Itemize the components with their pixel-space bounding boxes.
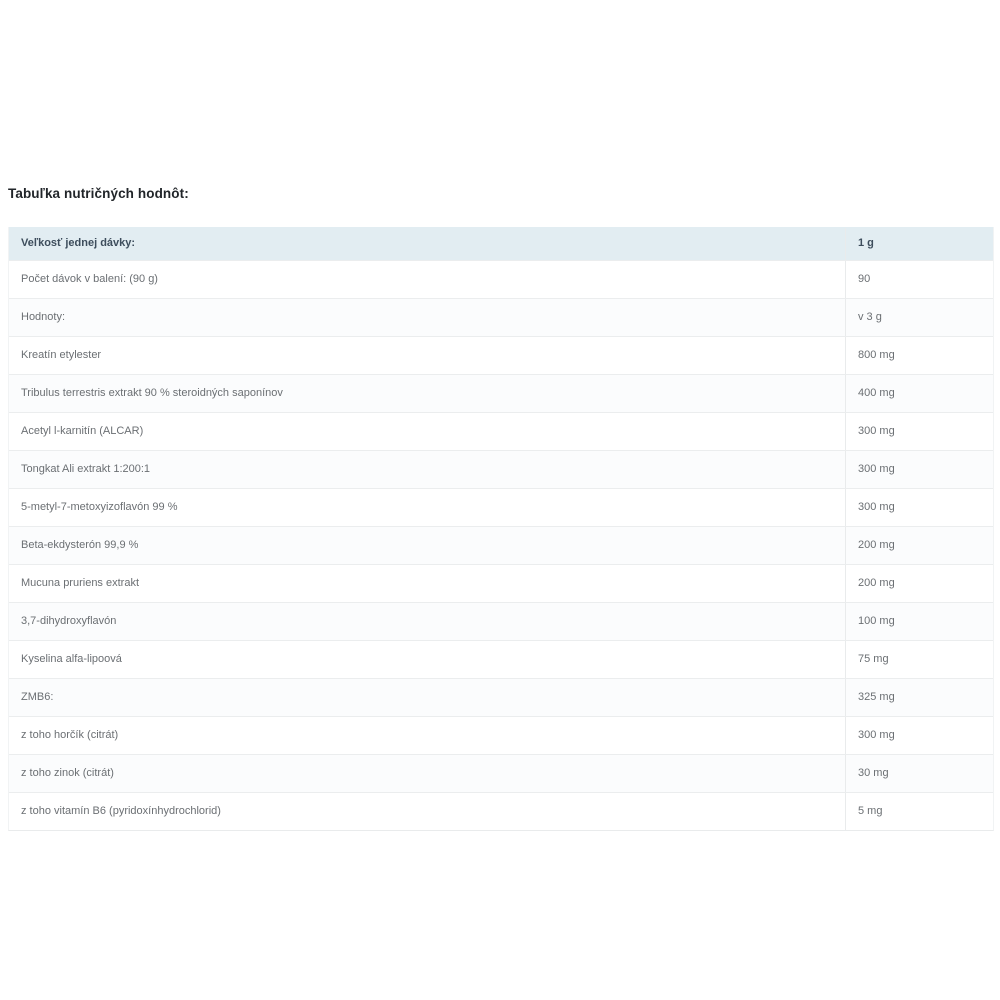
ingredient-value: 90 <box>858 272 871 285</box>
table-row-tongkat-ali <box>9 450 993 488</box>
ingredient-label: Acetyl l-karnitín (ALCAR) <box>9 413 846 450</box>
ingredient-label: ZMB6: <box>9 679 846 716</box>
table-row-serving-size <box>9 227 993 260</box>
table-row-dihydroxyflavone <box>9 602 993 640</box>
serving-size-label: Veľkosť jednej dávky: <box>9 228 846 260</box>
serving-size-value: 1 g <box>858 237 874 250</box>
ingredient-value: 300 mg <box>858 500 895 513</box>
table-row-alpha-lipoic-acid <box>9 640 993 678</box>
ingredient-label: z toho vitamín B6 (pyridoxínhydrochlorid) <box>9 793 846 830</box>
table-row-magnesium <box>9 716 993 754</box>
ingredient-label: z toho zinok (citrát) <box>9 755 846 792</box>
ingredient-value: 300 mg <box>858 462 895 475</box>
nutrition-table <box>8 227 994 831</box>
table-row-values-per <box>9 298 993 336</box>
ingredient-label: 3,7-dihydroxyflavón <box>9 603 846 640</box>
table-row-servings-per-pack <box>9 260 993 298</box>
ingredient-value: 200 mg <box>858 576 895 589</box>
ingredient-value: 300 mg <box>858 728 895 741</box>
table-row-vitamin-b6 <box>9 792 993 830</box>
table-row-zinc <box>9 754 993 792</box>
ingredient-value: 325 mg <box>858 690 895 703</box>
ingredient-label: Tongkat Ali extrakt 1:200:1 <box>9 451 846 488</box>
ingredient-value: 30 mg <box>858 766 889 779</box>
ingredient-label: Kreatín etylester <box>9 337 846 374</box>
ingredient-value: 200 mg <box>858 538 895 551</box>
ingredient-label: 5-metyl-7-metoxyizoflavón 99 % <box>9 489 846 526</box>
table-row-beta-ecdysterone <box>9 526 993 564</box>
ingredient-label: Mucuna pruriens extrakt <box>9 565 846 602</box>
ingredient-label: z toho horčík (citrát) <box>9 717 846 754</box>
ingredient-value: 100 mg <box>858 614 895 627</box>
ingredient-label: Beta-ekdysterón 99,9 % <box>9 527 846 564</box>
ingredient-label: Počet dávok v balení: (90 g) <box>9 261 846 298</box>
nutrition-table-title: Tabuľka nutričných hodnôt: <box>8 186 189 201</box>
ingredient-label: Tribulus terrestris extrakt 90 % steroidných saponínov <box>9 375 846 412</box>
ingredient-value: v 3 g <box>858 310 882 323</box>
ingredient-value: 400 mg <box>858 386 895 399</box>
ingredient-value: 800 mg <box>858 348 895 361</box>
ingredient-value: 75 mg <box>858 652 889 665</box>
ingredient-label: Kyselina alfa-lipoová <box>9 641 846 678</box>
table-row-tribulus <box>9 374 993 412</box>
table-row-creatine-ethyl-ester <box>9 336 993 374</box>
table-row-alcar <box>9 412 993 450</box>
table-row-mucuna-pruriens <box>9 564 993 602</box>
ingredient-value: 300 mg <box>858 424 895 437</box>
ingredient-label: Hodnoty: <box>9 299 846 336</box>
table-row-methoxyisoflavone <box>9 488 993 526</box>
table-row-zmb6 <box>9 678 993 716</box>
ingredient-value: 5 mg <box>858 804 883 817</box>
